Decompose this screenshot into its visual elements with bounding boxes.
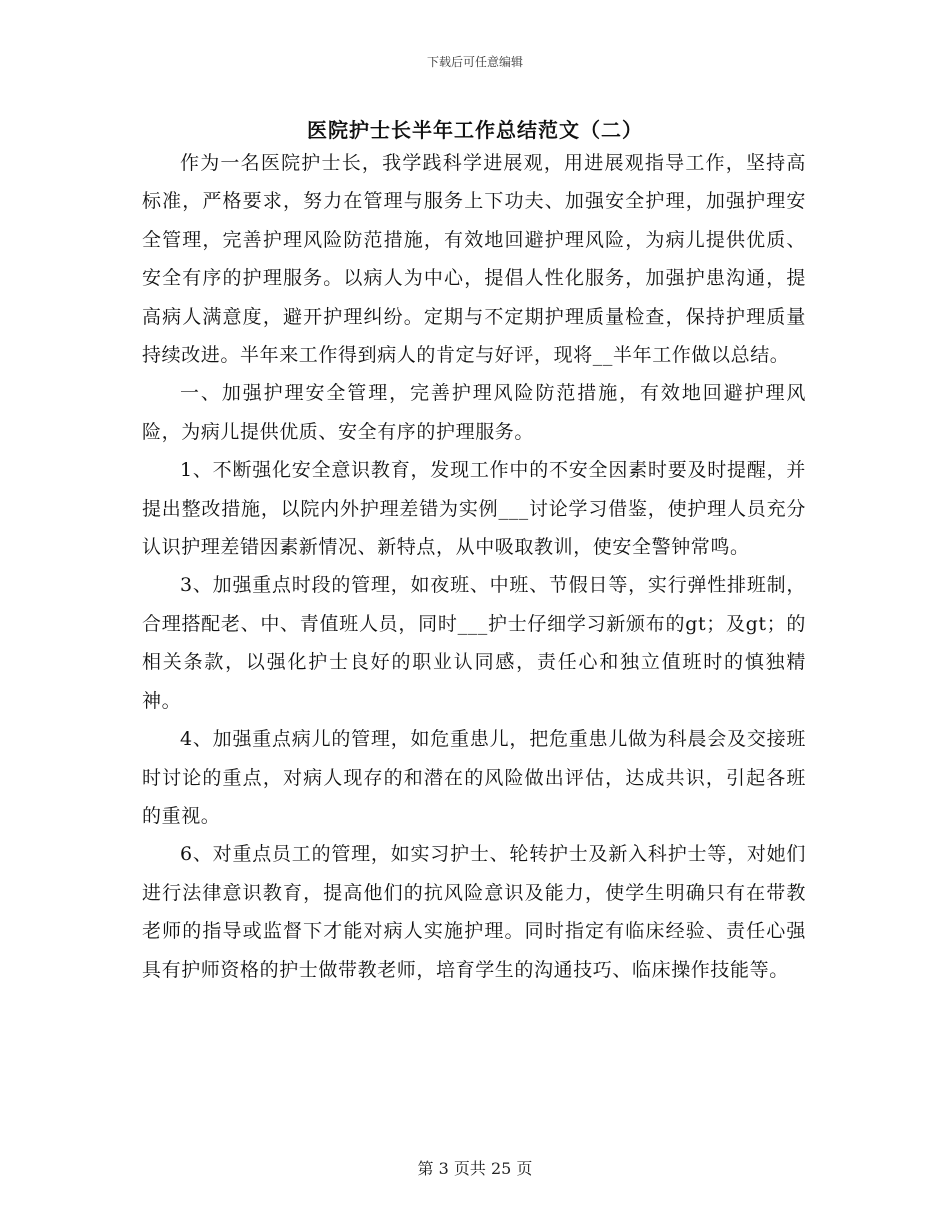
paragraph-intro: 作为一名医院护士长，我学践科学进展观，用进展观指导工作，坚持高标准，严格要求，努力在管理与服务上下功夫、加强安全护理，加强护理安全管理，完善护理风险防范措施，有效地回避护理风险，为病儿提供优质、安全有序的护理服务。以病人为中心，提倡人性化服务，加强护患沟通，提高病人满意度，避开护理纠纷。定期与不定期护理质量检查，保持护理质量持续改进。半年来工作得到病人的肯定与好评，现将__半年工作做以总结。	[142, 152, 806, 367]
document-title: 医院护士长半年工作总结范文（二）	[307, 118, 643, 142]
document-body	[142, 144, 806, 989]
paragraph-item-4: 4、加强重点病儿的管理，如危重患儿，把危重患儿做为科晨会及交接班时讨论的重点，对病人现存的和潜在的风险做出评估，达成共识，引起各班的重视。	[142, 728, 806, 827]
paragraph-item-6: 6、对重点员工的管理，如实习护士、轮转护士及新入科护士等，对她们进行法律意识教育，提高他们的抗风险意识及能力，使学生明确只有在带教老师的指导或监督下才能对病人实施护理。同时指定有临床经验、责任心强具有护师资格的护士做带教老师，培育学生的沟通技巧、临床操作技能等。	[142, 843, 806, 981]
page-number-footer: 第 3 页共 25 页	[417, 1159, 533, 1178]
paragraph-item-1: 1、不断强化安全意识教育，发现工作中的不安全因素时要及时提醒，并提出整改措施，以院内外护理差错为实例___讨论学习借鉴，使护理人员充分认识护理差错因素新情况、新特点，从中吸取教训，使安全警钟常鸣。	[142, 459, 806, 559]
paragraph-item-3: 3、加强重点时段的管理，如夜班、中班、节假日等，实行弹性排班制，合理搭配老、中、青值班人员，同时___护士仔细学习新颁布的gt；及gt；的相关条款，以强化护士良好的职业认同感，责任心和独立值班时的慎独精神。	[142, 574, 806, 712]
header-note: 下载后可任意编辑	[426, 55, 523, 69]
paragraph-section-1-heading: 一、加强护理安全管理，完善护理风险防范措施，有效地回避护理风险，为病儿提供优质、安全有序的护理服务。	[142, 382, 806, 443]
